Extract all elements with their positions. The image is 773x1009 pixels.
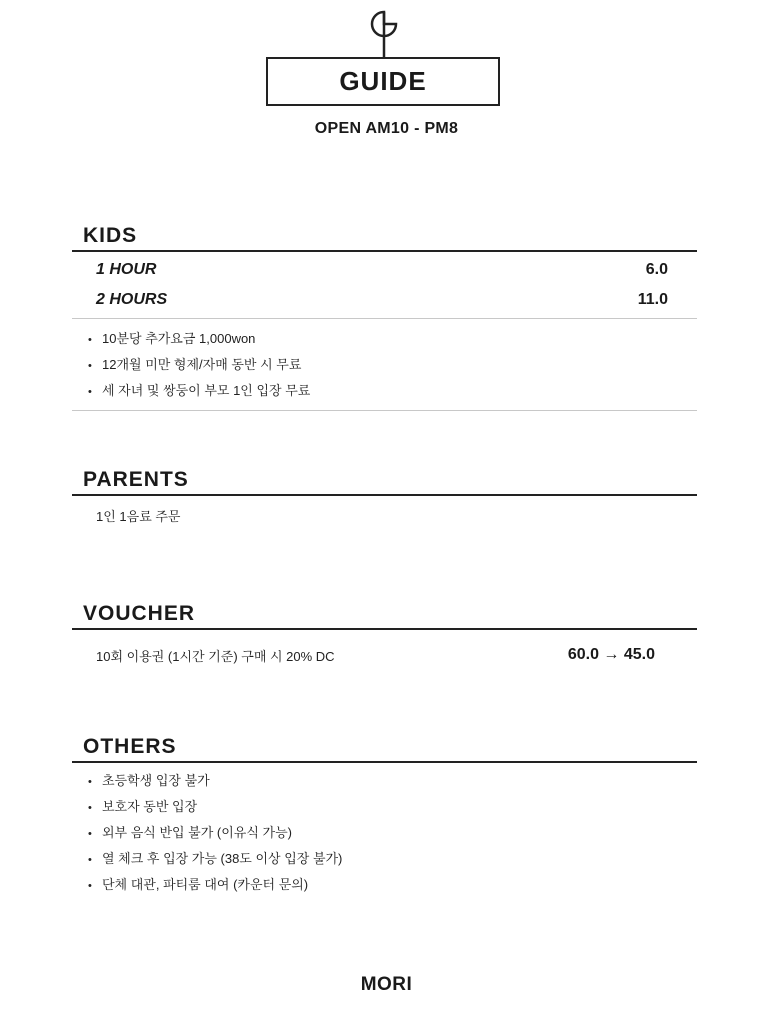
list-item (88, 846, 697, 872)
bullet-icon: • (88, 880, 92, 892)
price-label: 2 HOURS (96, 291, 168, 308)
list-item (88, 768, 697, 794)
brand-logo-icon (364, 8, 404, 60)
parents-note: 1인 1음료 주문 (96, 509, 181, 524)
list-item (88, 794, 697, 820)
note-text: 세 자녀 및 쌍둥이 부모 1인 입장 무료 (102, 383, 311, 398)
note-text: 열 체크 후 입장 가능 (38도 이상 입장 불가) (102, 851, 343, 866)
list-item (88, 820, 697, 846)
section-parents (72, 466, 697, 525)
bullet-icon: • (88, 386, 92, 398)
note-text: 단체 대관, 파티룸 대여 (카운터 문의) (102, 877, 309, 892)
list-item (88, 378, 697, 404)
note-text: 보호자 동반 입장 (102, 799, 198, 814)
price-value: 11.0 (637, 291, 668, 308)
note-text: 초등학생 입장 불가 (102, 773, 210, 788)
bullet-icon: • (88, 776, 92, 788)
bullet-icon: • (88, 360, 92, 372)
divider (72, 410, 697, 411)
list-item (88, 352, 697, 378)
voucher-description: 10회 이용권 (1시간 기준) 구매 시 20% DC (96, 648, 335, 664)
section-kids (72, 222, 697, 411)
voucher-row (72, 630, 697, 668)
voucher-price: 60.0 → 45.0 (567, 646, 655, 663)
note-text: 12개월 미만 형제/자매 동반 시 무료 (102, 357, 302, 372)
section-title-parents: PARENTS (83, 468, 189, 491)
list-item (88, 326, 697, 352)
page-title: GUIDE (339, 66, 427, 96)
price-row-1-hour (72, 255, 697, 285)
price-label: 1 HOUR (96, 261, 157, 278)
section-title-others: OTHERS (83, 735, 177, 758)
bullet-icon: • (88, 828, 92, 840)
kids-notes-list (72, 319, 697, 410)
section-others (72, 733, 697, 904)
note-text: 10분당 추가요금 1,000won (102, 331, 256, 346)
price-row-2-hours (72, 285, 697, 315)
bullet-icon: • (88, 334, 92, 346)
footer-brand: MORI (360, 974, 413, 995)
others-notes-list (72, 763, 697, 904)
bullet-icon: • (88, 854, 92, 866)
list-item (88, 872, 697, 898)
opening-hours: OPEN AM10 - PM8 (314, 120, 459, 137)
section-title-kids: KIDS (83, 224, 138, 247)
section-divider (72, 250, 697, 252)
section-voucher (72, 600, 697, 668)
price-value: 6.0 (645, 261, 668, 278)
section-title-voucher: VOUCHER (83, 602, 196, 625)
bullet-icon: • (88, 802, 92, 814)
guide-title-box (266, 57, 500, 106)
note-text: 외부 음식 반입 불가 (이유식 가능) (102, 825, 292, 840)
